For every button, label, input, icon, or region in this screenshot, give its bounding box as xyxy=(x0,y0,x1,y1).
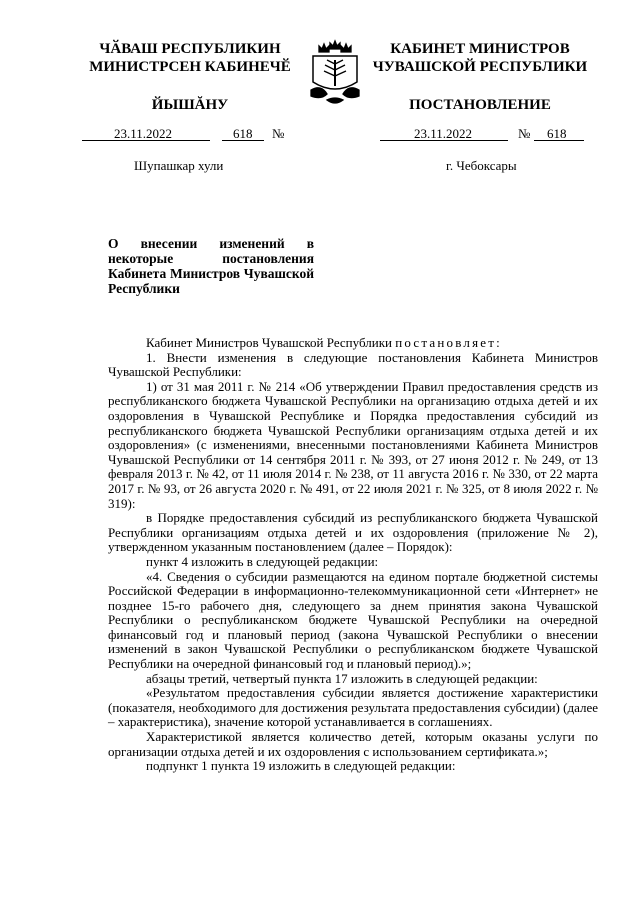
body-paragraph-6: абзацы третий, четвертый пункта 17 изложить в следующей редакции: xyxy=(146,670,538,686)
body-paragraph-8: Характеристикой является количество детей, которым оказаны услуги по организации отдыха детей и их оздоровления с использованием сертификата.»; xyxy=(108,729,598,759)
body-paragraph-4: пункт 4 изложить в следующей редакции: xyxy=(146,553,379,569)
body-p0-spaced: постановляет: xyxy=(395,335,502,350)
right-date: 23.11.2022 xyxy=(414,126,473,141)
body-paragraph-5: «4. Сведения о субсидии размещаются на едином портале бюджетной системы Российской Федерации в информационно-телекоммуникационной сети «Интернет» не позднее 15-го рабочего дня, следующего за днем принятия закона Чувашской Республики о республиканском бюджете Чувашской Республики на очередной финансовый год и плановый период (закона Чувашской Республики о внесении изменений в закон Чувашской Республики о республиканском бюджете Чувашской Республики на очередной финансовый год и плановый период).»; xyxy=(108,568,598,672)
left-number: 618 xyxy=(233,126,253,141)
left-title-line1: ЧӐВАШ РЕСПУБЛИКИН xyxy=(99,41,281,57)
body-p0-text: Кабинет Министров Чувашской Республики xyxy=(146,335,392,350)
body-paragraph-0 xyxy=(108,336,598,351)
left-number-line xyxy=(82,126,302,142)
left-number-sign: № xyxy=(272,126,285,141)
right-city: г. Чебоксары xyxy=(446,158,517,173)
right-title-line2: ЧУВАШСКОЙ РЕСПУБЛИКИ xyxy=(372,59,588,75)
right-title-line1: КАБИНЕТ МИНИСТРОВ xyxy=(390,41,570,57)
header-left xyxy=(70,40,310,114)
body-paragraph-7: «Результатом предоставления субсидии является достижение характеристики (показателя, необходимого для достижения результата предоставления субсидии) (далее – характеристика), значение которой устанавливается в соглашениях. xyxy=(108,685,598,730)
right-number-sign: № xyxy=(518,126,531,141)
chuvash-emblem-icon xyxy=(305,38,365,110)
left-doc-type: ЙЫШĂНУ xyxy=(151,97,229,113)
body-paragraph-2: 1) от 31 мая 2011 г. № 214 «Об утверждении Правил предоставления средств из республиканского бюджета Чувашской Республики на организацию отдыха детей и их оздоровления в Чувашской Республике и Порядка предоставления субсидий из республиканского бюджета Чувашской Республики организациям отдыха детей и их оздоровления» (с изменениями, внесенными постановлениями Кабинета Министров Чувашской Республики от 14 сентября 2011 г. № 393, от 27 июня 2012 г. № 249, от 13 февраля 2013 г. № 42, от 11 июля 2014 г. № 238, от 11 августа 2016 г. № 330, от 22 марта 2017 г. № 93, от 26 августа 2020 г. № 491, от 22 июля 2021 г. № 325, от 8 июля 2022 г. № 319): xyxy=(108,378,598,511)
header-right xyxy=(360,40,600,114)
document-body xyxy=(108,336,598,774)
right-doc-type: ПОСТАНОВЛЕНИЕ xyxy=(409,97,551,113)
document-subject: О внесении изменений в некоторые постановления Кабинета Министров Чувашской Республики xyxy=(108,236,314,296)
body-paragraph-9: подпункт 1 пункта 19 изложить в следующей редакции: xyxy=(146,758,456,774)
body-paragraph-1: 1. Внести изменения в следующие постановления Кабинета Министров Чувашской Республики: xyxy=(108,349,598,380)
left-date: 23.11.2022 xyxy=(114,126,173,141)
right-number: 618 xyxy=(547,126,567,141)
right-number-line xyxy=(380,126,590,142)
body-paragraph-3: в Порядке предоставления субсидий из республиканского бюджета Чувашской Республики организациям отдыха детей и их оздоровления (приложение № 2), утвержденном указанным постановлением (далее – Порядок): xyxy=(108,510,598,555)
left-title-line2: МИНИСТРСЕН КАБИНЕЧӖ xyxy=(89,59,291,75)
left-city: Шупашкар хули xyxy=(134,158,224,173)
